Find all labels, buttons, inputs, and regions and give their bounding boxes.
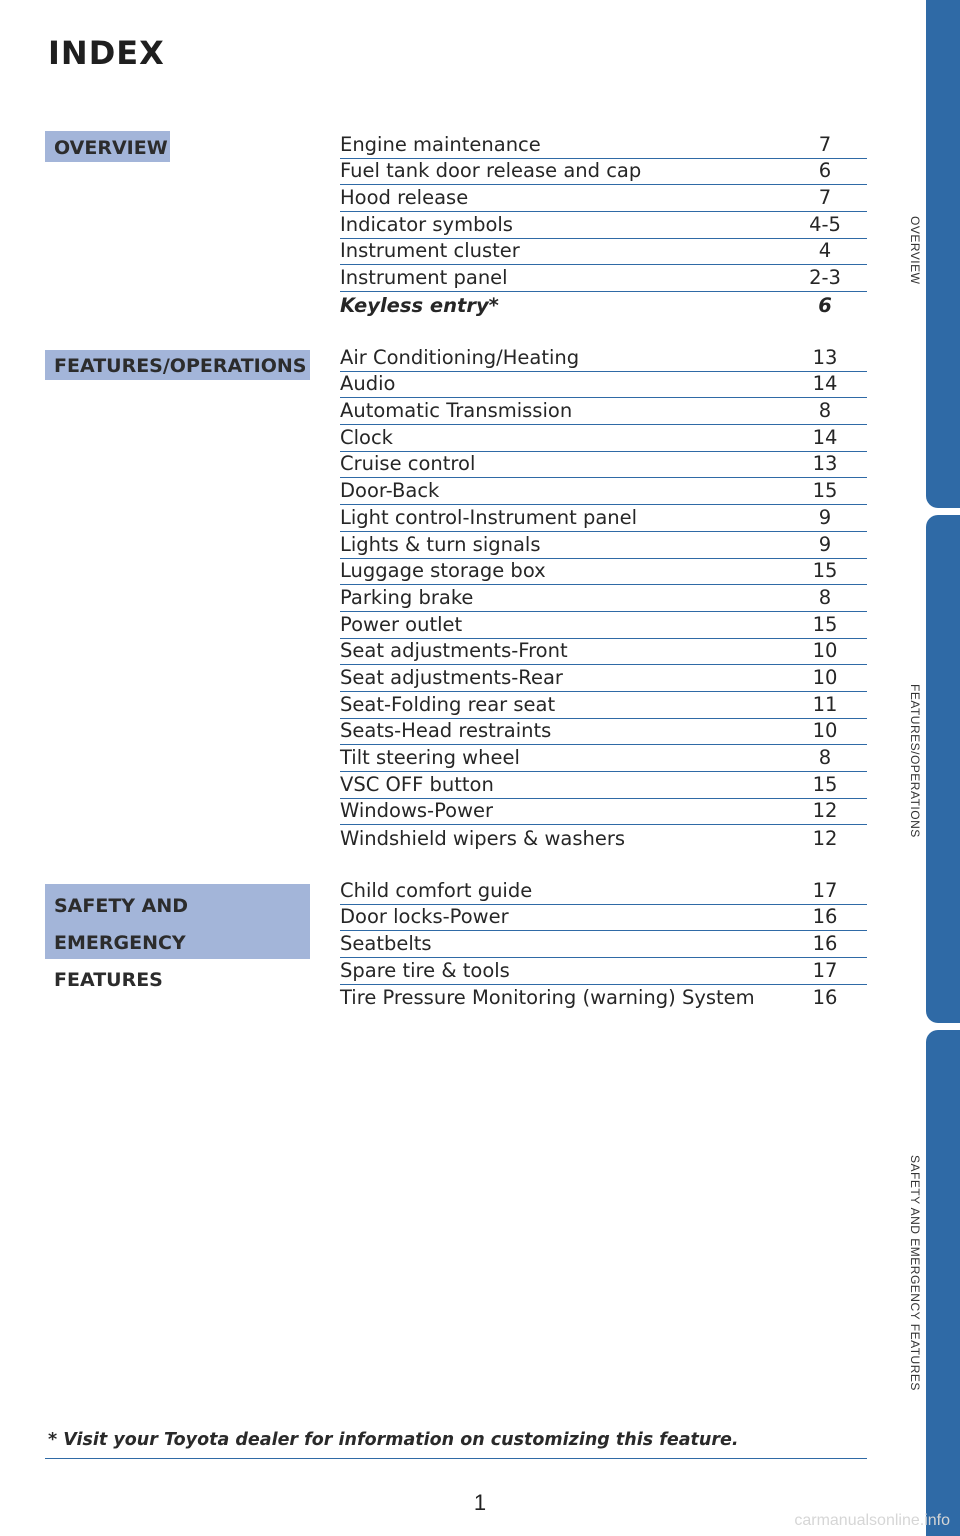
index-entry	[340, 985, 867, 1012]
index-entry-label: Seats-Head restraints	[340, 719, 552, 743]
index-entry-label: Automatic Transmission	[340, 399, 573, 423]
index-entry-page: 15	[812, 479, 838, 503]
index-entry	[340, 958, 867, 985]
side-label-safety: SAFETY AND EMERGENCY FEATURES	[908, 1155, 922, 1391]
index-entry-page: 10	[812, 665, 838, 689]
index-entry-page: 2-3	[809, 266, 841, 290]
section-side-tabs	[880, 0, 960, 1536]
side-tab-overview[interactable]	[926, 0, 960, 508]
index-entry-label: Instrument cluster	[340, 239, 520, 263]
index-entry-label: Indicator symbols	[340, 212, 513, 236]
index-entry-page: 15	[812, 612, 838, 636]
index-entry-page: 4-5	[809, 212, 841, 236]
index-entry-page: 14	[812, 425, 838, 449]
index-entry	[340, 665, 867, 692]
index-entry	[340, 159, 867, 186]
index-entry	[340, 132, 867, 159]
section-label-safety	[45, 884, 310, 991]
index-entry-label: VSC OFF button	[340, 772, 494, 796]
index-entry-label: Engine maintenance	[340, 132, 541, 156]
index-entry-label: Tilt steering wheel	[340, 746, 520, 769]
index-entry-label: Door-Back	[340, 479, 440, 503]
index-entry-page: 16	[812, 932, 838, 956]
index-entry-label: Light control-Instrument panel	[340, 505, 638, 529]
index-entry-page: 9	[818, 505, 832, 529]
index-entry-label: Tire Pressure Monitoring (warning) System	[340, 986, 755, 1010]
index-entry-page: 17	[812, 878, 838, 902]
index-entry-page: 13	[812, 452, 838, 476]
index-entry-page: 10	[812, 639, 838, 663]
footnote: * Visit your Toyota dealer for information on customizing this feature.	[48, 1430, 739, 1450]
index-entry-page: 6	[818, 159, 832, 183]
index-entry-page: 6	[818, 293, 832, 317]
index-entry	[340, 719, 867, 746]
index-entry	[340, 745, 867, 772]
index-entry-label: Seat adjustments-Front	[340, 639, 568, 663]
section-label-safety-line2: EMERGENCY FEATURES	[54, 932, 186, 991]
index-entry	[340, 532, 867, 559]
index-entry	[340, 612, 867, 639]
index-entry	[340, 639, 867, 666]
index-entry-label: Audio	[340, 372, 396, 396]
index-entry-label: Lights & turn signals	[340, 532, 541, 556]
index-entry-label: Windows-Power	[340, 799, 494, 823]
section-label-overview: OVERVIEW	[45, 131, 170, 162]
index-entry-page: 9	[818, 532, 832, 556]
index-entry	[340, 505, 867, 532]
index-entry-label: Fuel tank door release and cap	[340, 159, 642, 183]
index-entry	[340, 585, 867, 612]
index-list-features	[340, 345, 867, 852]
index-entry	[340, 372, 867, 399]
index-entry	[340, 878, 867, 905]
index-entry-page: 17	[812, 958, 838, 982]
index-entry	[340, 292, 867, 319]
footnote-divider	[45, 1458, 867, 1459]
index-entry-page: 14	[812, 372, 838, 396]
index-entry-page: 8	[818, 399, 832, 423]
index-entry-page: 12	[812, 827, 838, 851]
index-entry	[340, 692, 867, 719]
section-label-safety-line1: SAFETY AND	[54, 895, 189, 917]
index-entry	[340, 825, 867, 852]
index-list-safety	[340, 878, 867, 1011]
index-entry-label: Instrument panel	[340, 266, 508, 290]
side-tab-safety[interactable]	[926, 1030, 960, 1536]
index-entry	[340, 799, 867, 826]
index-entry-label: Luggage storage box	[340, 559, 546, 583]
index-entry	[340, 452, 867, 479]
index-entry-label: Hood release	[340, 186, 469, 210]
page-number: 1	[473, 1490, 487, 1515]
index-entry	[340, 905, 867, 932]
index-entry-page: 4	[818, 239, 832, 263]
index-entry-label: Air Conditioning/Heating	[340, 345, 580, 369]
index-entry-page: 16	[812, 986, 838, 1010]
index-entry	[340, 398, 867, 425]
index-entry-label: Clock	[340, 425, 393, 449]
index-entry-page: 13	[812, 345, 838, 369]
index-entry-label: Spare tire & tools	[340, 958, 510, 982]
index-entry-label: Windshield wipers & washers	[340, 827, 626, 851]
index-entry-page: 7	[818, 132, 832, 156]
index-entry	[340, 931, 867, 958]
index-entry	[340, 265, 867, 292]
side-label-overview: OVERVIEW	[908, 216, 922, 285]
index-entry-label: Power outlet	[340, 612, 463, 636]
index-entry-page: 12	[812, 799, 838, 823]
index-entry-page: 8	[818, 746, 832, 769]
index-entry-label: Parking brake	[340, 585, 474, 609]
index-entry	[340, 425, 867, 452]
index-entry	[340, 559, 867, 586]
section-label-features: FEATURES/OPERATIONS	[45, 350, 310, 380]
index-entry	[340, 185, 867, 212]
index-entry-label: Seatbelts	[340, 932, 432, 956]
index-entry-label: Door locks-Power	[340, 905, 509, 929]
index-entry	[340, 239, 867, 266]
index-entry-page: 7	[818, 186, 832, 210]
index-entry-page: 10	[812, 719, 838, 743]
index-entry-page: 15	[812, 559, 838, 583]
index-entry	[340, 345, 867, 372]
side-label-features: FEATURES/OPERATIONS	[908, 684, 922, 838]
index-entry-label: Child comfort guide	[340, 878, 533, 902]
index-entry-page: 15	[812, 772, 838, 796]
index-entry-page: 8	[818, 585, 832, 609]
index-entry-label: Cruise control	[340, 452, 476, 476]
index-entry-label: Keyless entry*	[340, 293, 499, 317]
index-entry	[340, 772, 867, 799]
index-entry	[340, 212, 867, 239]
index-entry-page: 16	[812, 905, 838, 929]
index-list-overview	[340, 132, 867, 319]
index-entry	[340, 478, 867, 505]
index-entry-label: Seat adjustments-Rear	[340, 665, 563, 689]
index-entry-page: 11	[812, 692, 838, 716]
watermark: carmanualsonline.info	[794, 1512, 950, 1529]
side-tab-features[interactable]	[926, 515, 960, 1023]
index-entry-label: Seat-Folding rear seat	[340, 692, 556, 716]
page-title: INDEX	[48, 34, 165, 72]
